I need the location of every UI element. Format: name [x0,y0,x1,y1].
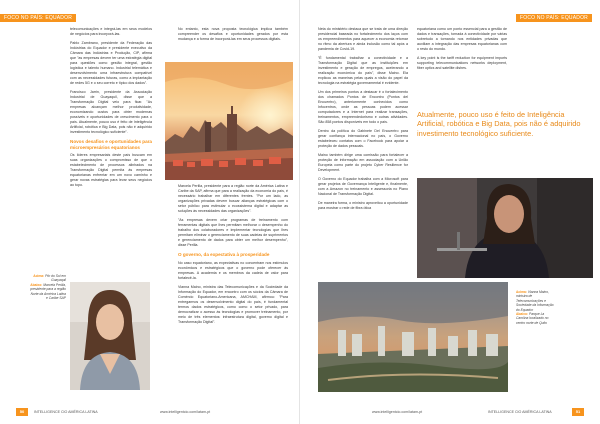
paragraph: "As empresas devem criar programas de treinamento com ferramentas digitais que lhes permitam melhorar o desempenho do trabalho dos colaboradores e implementar tecnologias que lhes permitam eliminar o gerenciamento de suas cadeias de suprimentos e gerenciamento de dados para obter um melhor desempenho", disse Perilla. [178,218,288,247]
photo-caption [18,274,66,300]
marcela-perilla-photo [70,282,150,390]
right-page [300,0,600,424]
paragraph: Pablo Zambrano, presidente da Federação das Indústrias do Equador e presidente executivo da Câmara das Indústrias e Produção, CIP, afirma que "as empresas devem ter uma estratégia digital para questões como gestão integral, gestão logística e talento humano. Industrial telemática e desenvolvimento uma infraestrutura compatível com as necessidades futuras, como a implantação de redes 5G e o seu correto e típico dos dados". [70,41,152,85]
paragraph: No entanto, esta nova proposta tecnológica implica também compreender os desafios e oportunidades gerados por esta mudança e a forma de incorporá-las em seus processos digitais. [178,27,288,41]
caption-label: Abaixo: [30,282,43,287]
caption-line: Carolina localizado no [516,316,549,321]
paragraph: Vianna Maino, ministra das Telecomunicações e da Sociedade da Informação do Equador, em encontro com os sócios da Câmara de Comércio Equatoriano-Americana, AMCHAM, afirmou: "Para entregarmos os desenvolvimento digital do país, é fundamental termos dados estratégicos, como como o setor privado, para democratizar o acesso às tecnologias e promover treinamento, por meio de três elementos: infraestrutura digital, governo digital e Transformação Digital". [178,284,288,324]
subheading: Novos desafios e oportunidades para microempresários equatorianos [70,139,152,150]
paragraph: telecomunicações e integrá-las em seus modelos de negócios para incorporá-las. [70,27,152,36]
right-column-2 [417,27,507,75]
paragraph: De maneira forma, o ministro aproveitou a oportunidade para mostrar o rede de fibra ótica [318,201,408,210]
paragraph: Francisco Jarrin, presidente da Associação Industrial de Guayaquil, disse que a Transformação Digital veio para ficar. "As empresas alcançam melhor produtividade, economizando custos para obter modernas possíveis e oportunidades de crescimento para o país. Atualmente, pouco uso é feito de Inteligência Artificial, robótica e Big Data, pois não é adquirido investimento tecnológico suficiente". [70,90,152,134]
pull-quote: Atualmente, pouco uso é feito de Inteligência Artificial, robótica e Big Data, pois não é adquirido investimento tecnológico suficiente. [417,110,581,138]
paragraph: Dentro da política do Gabinete Del Encuentro para gerar confiança internacional no país, o Governo estabeleceu contatos com o Facebook para apoiar a proteção de dados pessoais. [318,129,408,148]
vianna-maino-photo [417,178,593,278]
left-column-1 [70,27,152,192]
caption-line: e Caribe SAP [46,296,66,301]
parque-la-carolina-photo [318,282,508,392]
magazine-name: INTELLIGENCE CIO AMÉRICA LATINA [34,410,98,414]
left-column-2-top [178,27,288,46]
guayaquil-sunset-photo [165,62,293,180]
paragraph: Os líderes empresariais deste país buscam em suas organizações o compromisso de que o estabelecimento de processos alinhados na Transformação Digital permita às empresas equatorianas enfrentar em um novo caminho e gerar novas estratégias para levar seus negócios ao topo. [70,153,152,188]
caption-label: Acima: [516,290,527,294]
paragraph: "É fundamental trabalhar a conectividade e a Transformação Digital que as instituições em investimento e geração de empregos, acelerando a realização económica do país", disse Maino. Ela explicou as maneiras pelas quais a visão do papel da tecnologia na estratégia governamental é evidente. [318,56,408,85]
website-link[interactable]: www.intelligentcio.com/latam-pt [372,410,423,414]
caption-line: Pôr do Sol em Guayaquil [45,274,66,283]
section-header: FOCO NO PAÍS: EQUADOR [0,14,76,22]
paragraph: Neta do ministério destaca que se trata de uma direção presidencial baseada no fortalecimento dos laços com os empreendimentos para aquecer a economia retomar no ritmo da abertura e ainda inclusão como tal após a pandemia de Covid-19. [318,27,408,51]
caption-line: Norte da América Latina [30,291,66,296]
paragraph: O Governo do Equador trabalha com a Microsoft para gerar projetos de Governança Inteligente e, finalmente, com a Amazon no treinamento e assessoria no Plano Nacional de Transformação Digital. [318,177,408,196]
caption-label: Abaixo: [516,312,529,317]
caption-line: Sociedade da Informação [516,303,554,308]
caption-line: Vianna Maino, [527,290,549,294]
paragraph: Marcela Perilla, presidente para a região norte da América Latina e Caribe da SAP, afirma que para a realização da economia do país, é necessário trabalhar em diferentes frentes. "Por um lado, as organizações privadas devem buscar alianças estratégicas com o setor público para estimular o ecossistema digital e adaptar as soluções às necessidades das organizações". [178,184,288,213]
caption-line: centro norte de Quito [516,320,547,325]
paragraph: equatoriana como um ponto essencial para a gestão de dados e transações, tornada à conectividade por várias sobretudo a tornando nos entidades privadas que auxiliam a integração das empresas equatorianas com o resto do mundo. [417,27,507,51]
subheading: O governo, da expectativa à prosperidade [178,252,270,257]
caption-label: Acima: [33,274,45,278]
caption-line: do Equador [516,307,534,312]
caption-line: ministra de [516,294,533,299]
left-column-2 [178,184,288,329]
right-column-1 [318,27,408,215]
magazine-name: INTELLIGENCE CIO AMÉRICA LATINA [488,410,552,414]
page-number: 50 [16,408,28,416]
paragraph: A key point is the tariff reduction for equipment imports supporting telecommunications networks deployment, fiber optics and satellite dishes. [417,56,507,70]
website-link[interactable]: www.intelligentcio.com/latam-pt [160,410,211,414]
caption-line: Marcela Perilla, [43,282,66,287]
section-header: FOCO NO PAÍS: EQUADOR [516,14,592,22]
page-number: 51 [572,408,584,416]
paragraph: No caso equatoriano, as expectativas no concentram nos estímulos econômicos e estratégicos que o governo pode oferecer às empresas. A academia e os membros da cadeia de valor para fortalecê-la. [178,260,288,280]
caption-line: presidente para a região [30,287,66,292]
photo-caption [516,290,576,325]
caption-line: Parque La [529,312,545,317]
paragraph: Maino também dirige uma comissão para fortalecer a proteção de informação em associação com a União Europeia como parte do projeto Cyber Resilience for Development. [318,153,408,172]
paragraph: Um dos primeiros pontos a destacar é o fortalecimento dos chamados Pontos de Encontro (Pontos del Encuentro), anteriormente conhecidos como Infocentros, onde as pessoas podem acessar computadores e a Internet para realizar transações, treinamentos, empreendedorismo e outras atividades. São 858 pontos disponíveis em todo o país. [318,90,408,124]
caption-line: Telecomunicações e [516,298,546,303]
